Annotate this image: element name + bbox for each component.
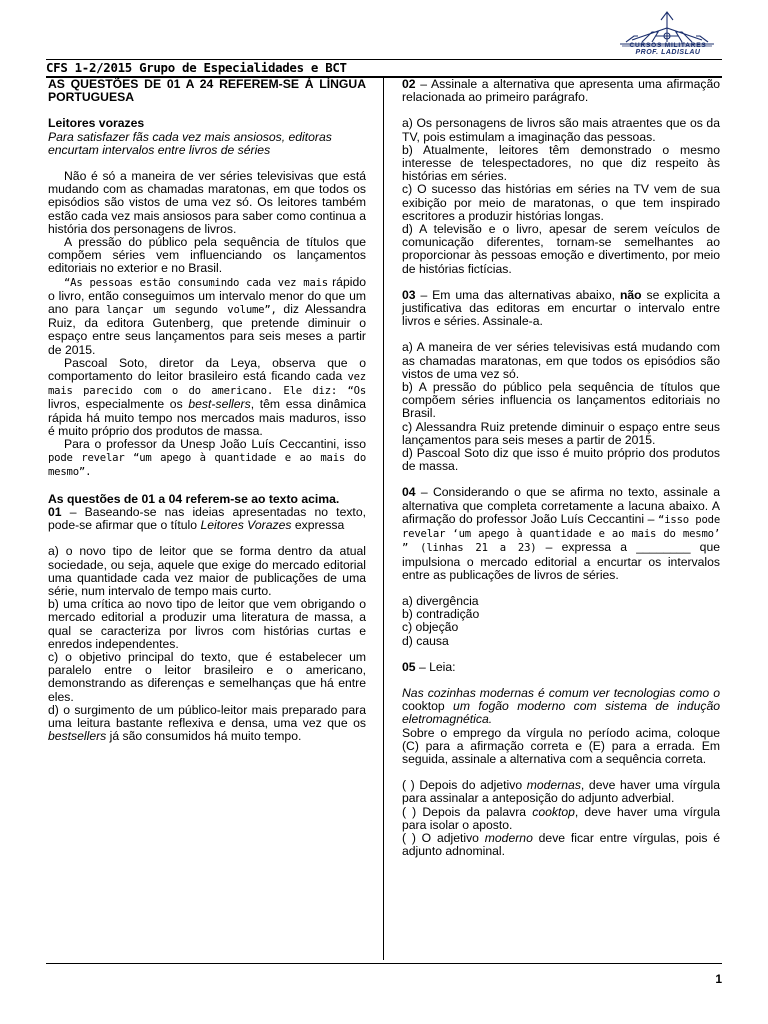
question-05-instruction: Sobre o emprego da vírgula no período acima, coloque (C) para a afirmação correta e (E) para a errada. Em seguida, assinale a alternativa com a sequência correta. (402, 725, 720, 766)
right-column (402, 78, 720, 858)
question-01-stem: 01 – Baseando-se nas ideias apresentadas no texto, pode-se afirmar que o título Leitores Vorazes expressa (48, 504, 366, 533)
question-02-stem: 02 – Assinale a alternativa que apresenta uma afirmação relacionada ao primeiro parágrafo. (402, 77, 720, 105)
question-03-stem: 03 – Em uma das alternativas abaixo, não se explicita a justificativa das editoras em encurtar o intervalo entre livros e séries. Assinale-a. (402, 287, 721, 329)
question-05-stem: 05 – Leia: (402, 659, 456, 674)
question-04-option-a: a) divergência (402, 593, 479, 608)
left-column (48, 78, 366, 743)
question-02-option-b: b) Atualmente, leitores têm demonstrado o mesmo interesse de telespectadores, no que diz respeito às histórias em séries. (402, 142, 720, 184)
section-intro: AS QUESTÕES DE 01 A 24 REFEREM-SE À LÍNGUA PORTUGUESA (48, 77, 366, 105)
question-04-option-b: b) contradição (402, 607, 480, 622)
question-05-item-2: ( ) Depois da palavra cooktop, deve haver uma vírgula para isolar o aposto. (402, 804, 720, 832)
question-05-item-1: ( ) Depois do adjetivo modernas, deve haver uma vírgula para assinalar a anteposição do adjunto adverbial. (402, 778, 720, 806)
question-04-option-c: c) objeção (402, 620, 459, 635)
text-subtitle: Para satisfazer fãs cada vez mais ansiosos, editoras encurtam intervalos entre livros de séries (48, 129, 332, 157)
text-title: Leitores vorazes (48, 116, 145, 131)
question-01-option-c: c) o objetivo principal do texto, que é estabelecer um paralelo entre o leitor brasileiro e o americano, demonstrando as diferenças e semelhanças que há entre eles. (48, 649, 366, 704)
question-02-option-c: c) O sucesso das histórias em séries na TV vem de sua exibição por meio de maratonas, o que tem inspirado escritores a produzir histórias longas. (402, 182, 720, 223)
logo-line2: PROF. LADISLAU (635, 49, 701, 56)
question-04-stem: 04 – Considerando o que se afirma no texto, assinale a alternativa que completa corretamente a lacuna abaixo. A afirmação do professor João Luís Ceccantini – “isso pode revelar ‘um apego à quantidade e ao mais do mesmo’ ” (linhas 21 a 23) – expressa a ________ que impulsiona o mercado editorial a encurtar os intervalos entre as publicações de livros de séries. (402, 485, 720, 582)
question-05-item-3: ( ) O adjetivo moderno deve ficar entre vírgulas, pois é adjunto adnominal. (402, 830, 720, 859)
column-divider (383, 78, 384, 960)
page-header-title: CFS 1-2/2015 Grupo de Especialidades e BCT (46, 60, 347, 75)
paragraph-3: “As pessoas estão consumindo cada vez mais rápido o livro, então conseguimos um intervalo menor do que um ano para lançar um segundo volume”, diz Alessandra Ruiz, da editora Gutenberg, que pretende diminuir o espaço entre seus lançamentos para seis meses a partir de 2015. (48, 274, 366, 357)
question-03-option-a: a) A maneira de ver séries televisivas está mudando com as chamadas maratonas, em que todos os episódios são vistos de uma vez só. (402, 340, 720, 381)
paragraph-2: A pressão do público pela sequência de títulos que compõem séries vem influenciando os lançamentos editoriais no exterior e no Brasil. (48, 235, 366, 276)
footer-rule (46, 963, 722, 964)
question-02-option-a: a) Os personagens de livros são mais atraentes que os da TV, pois estimulam a imaginação das pessoas. (402, 116, 720, 144)
question-02-option-d: d) A televisão e o livro, apesar de serem veículos de comunicação diferentes, tornam-se semelhantes ao proporcionar às pessoas emoção e divertimento, por meio de histórias fictícias. (402, 222, 720, 276)
question-03-option-c: c) Alessandra Ruiz pretende diminuir o espaço entre seus lançamentos para seis meses a partir de 2015. (402, 419, 720, 447)
question-05-quote: Nas cozinhas modernas é comum ver tecnologias como o cooktop um fogão moderno com sistema de indução eletromagnética. (402, 685, 720, 727)
question-04-option-d: d) causa (402, 633, 449, 648)
question-01-option-b: b) uma crítica ao novo tipo de leitor que vem obrigando o mercado editorial a produzir uma literatura de massa, a qual se caracteriza por livros com histórias curtas e enredos independentes. (48, 597, 366, 651)
page-number: 1 (715, 972, 722, 986)
question-03-option-b: b) A pressão do público pela sequência de títulos que compõem séries influencia os lançamentos editoriais no Brasil. (402, 380, 720, 421)
paragraph-1: Não é só a maneira de ver séries televisivas que está mudando com as chamadas maratonas, em que todos os episódios são vistos de uma vez só. Os leitores também estão cada vez mais ansiosos para saber como continua a história dos personagens de livros. (48, 169, 366, 236)
question-03-option-d: d) Pascoal Soto diz que isso é muito próprio dos produtos de massa. (402, 446, 720, 474)
questions-intro: As questões de 01 a 04 referem-se ao texto acima. (48, 491, 340, 506)
paragraph-4: Pascoal Soto, diretor da Leya, observa que o comportamento do leitor brasileiro está ficando cada vez mais parecido com o do americano. Ele diz: “Os livros, especialmente os best-sellers, têm essa dinâmica rápida há muito tempo nos mercados mais maduros, isso é muito próprio dos produtos de massa. (48, 355, 366, 438)
question-01-option-d: d) o surgimento de um público-leitor mais preparado para uma leitura bastante reflexiva e densa, uma vez que os bestsellers já são consumidos há muito tempo. (48, 702, 366, 744)
question-01-option-a: a) o novo tipo de leitor que se forma dentro da atual sociedade, ou seja, aquele que exige do mercado editorial uma quantidade cada vez maior de publicações de uma série, num intervalo de tempo mais curto. (48, 544, 366, 598)
logo-line1: CURSOS MILITARES (629, 42, 707, 49)
paragraph-5: Para o professor da Unesp João Luís Ceccantini, isso pode revelar “um apego à quantidade e ao mais do mesmo”. (48, 437, 366, 479)
